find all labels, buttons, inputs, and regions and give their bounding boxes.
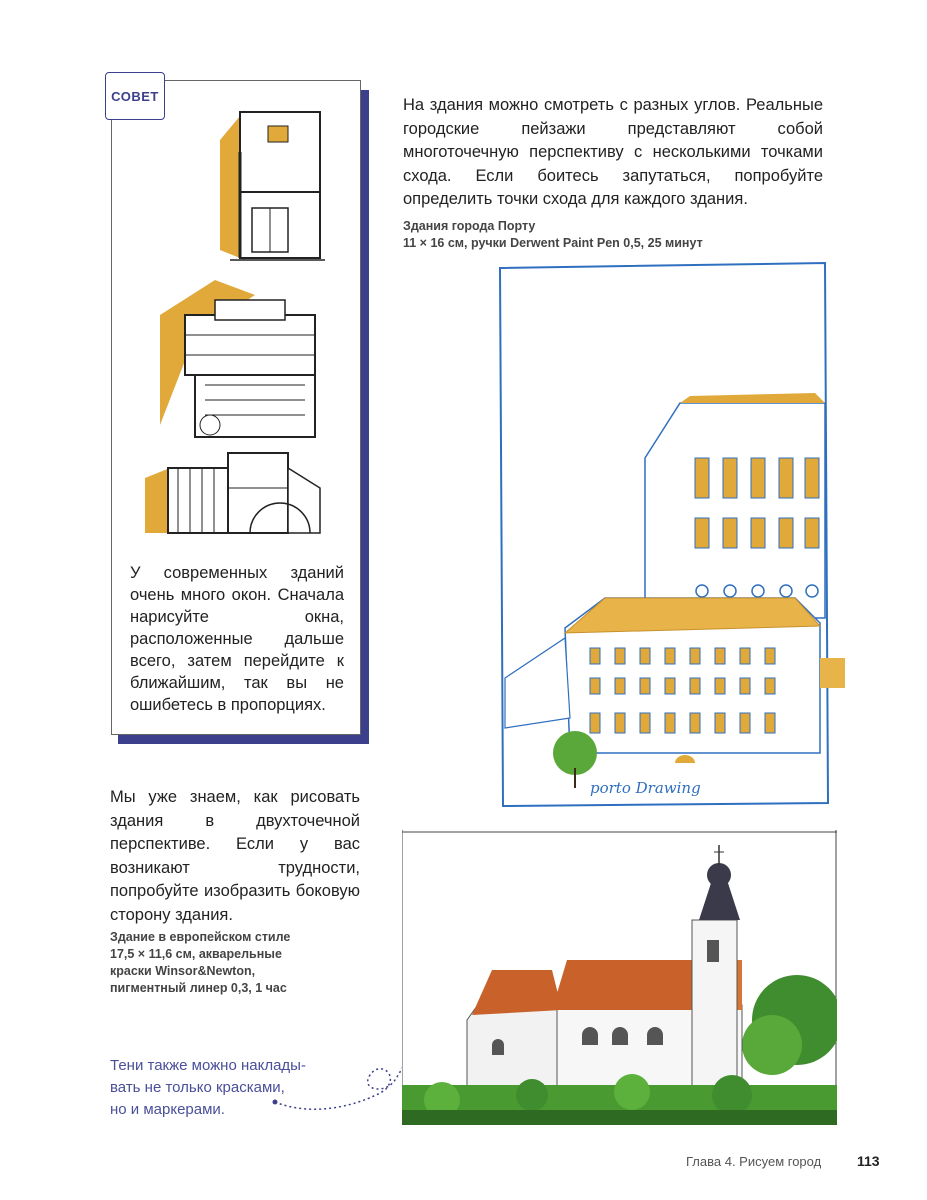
caption-porto [403, 218, 823, 252]
caption-european-title: Здание в европейском стиле [110, 930, 291, 944]
tip-text: У современных зданий очень много окон. Сначала нарисуйте окна, расположенные дальше всего, затем перейдите к ближайшим, так вы не ошибетесь в пропорциях. [130, 564, 344, 714]
tip-badge-label: СОВЕТ [111, 88, 159, 104]
tip-badge [105, 72, 165, 120]
main-paragraph: На здания можно смотреть с разных углов. Реальные городские пейзажи представляют собой многоточечную перспективу с несколькими точками схода. Если боитесь запутаться, попробуйте определить точки схода для каждого здания. [403, 96, 823, 208]
note-line-3: но и маркерами. [110, 1101, 225, 1118]
note-line-2: вать не только красками, [110, 1079, 285, 1096]
caption-european-details-3: пигментный линер 0,3, 1 час [110, 981, 287, 995]
porto-buildings-sketch [495, 258, 850, 813]
caption-european-details-1: 17,5 × 11,6 см, акварельные [110, 947, 282, 961]
page-number: 113 [857, 1153, 880, 1169]
footer-chapter: Глава 4. Рисуем город [686, 1154, 822, 1169]
modern-block-sketch [155, 275, 330, 445]
porto-sketch-signature: porto Drawing [590, 779, 701, 797]
note-line-1: Тени также можно наклады- [110, 1057, 306, 1074]
low-building-sketch [140, 448, 330, 543]
european-building-painting [402, 830, 837, 1125]
modern-tower-sketch [200, 100, 330, 268]
caption-european-details-2: краски Winsor&Newton, [110, 964, 256, 978]
left-paragraph: Мы уже знаем, как рисовать здания в двухточечной перспективе. Если у вас возникают трудности, попробуйте изобразить боковую сторону здания. [110, 788, 360, 924]
caption-porto-details: 11 × 16 см, ручки Derwent Paint Pen 0,5, 25 минут [403, 236, 703, 250]
caption-porto-title: Здания города Порту [403, 219, 536, 233]
